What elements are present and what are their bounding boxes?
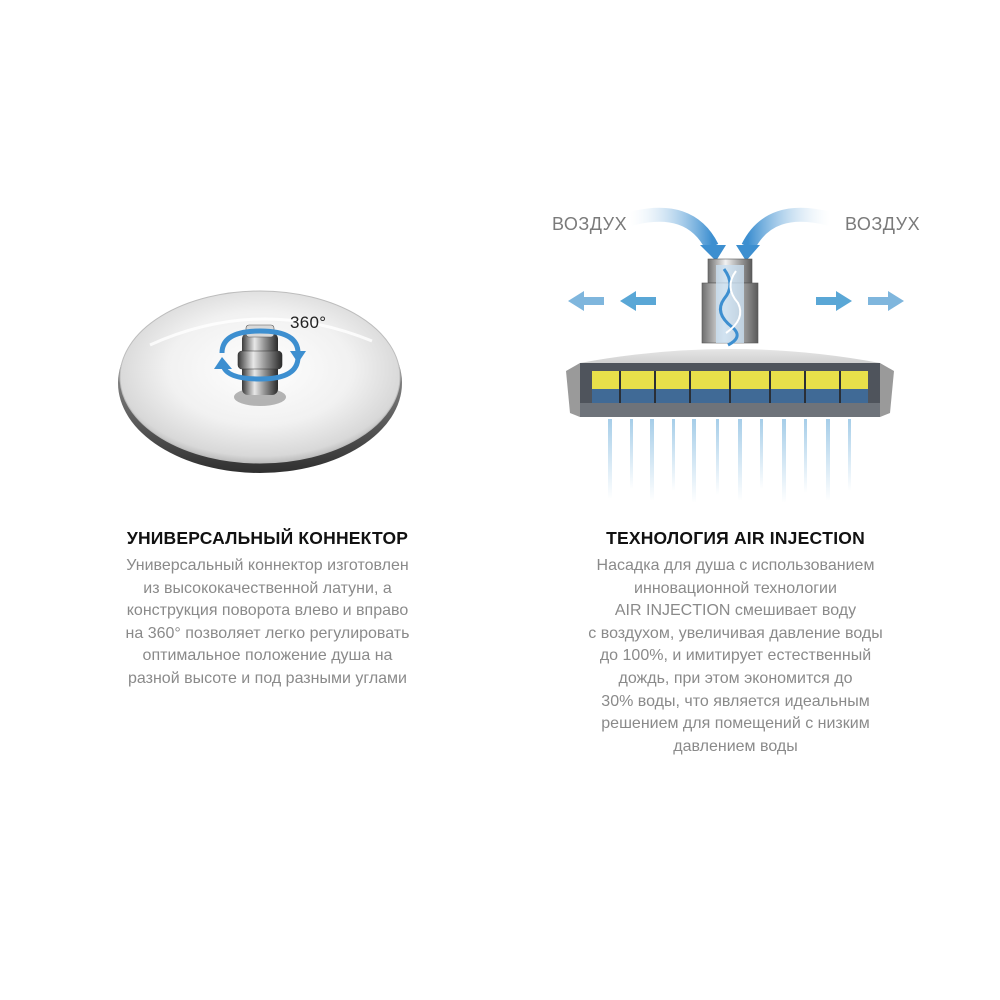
section-description <box>60 555 475 691</box>
section-heading: УНИВЕРСАЛЬНЫЙ КОННЕКТОР <box>126 528 409 548</box>
description-line: дождь, при этом экономится до <box>618 669 853 687</box>
description-line: решением для помещений с низким <box>601 715 870 733</box>
description-line: до 100%, и имитирует естественный <box>599 647 872 665</box>
rotation-360-label: 360° <box>290 313 327 332</box>
description-line: Универсальный коннектор изготовлен <box>126 557 409 574</box>
description-line: конструкция поворота влево и вправо <box>126 602 409 620</box>
shower-head-top-view-image <box>110 275 410 480</box>
description-line: на 360° позволяет легко регулировать <box>125 624 410 642</box>
description-line: инновационной технологии <box>634 579 837 597</box>
section-heading: ТЕХНОЛОГИЯ AIR INJECTION <box>606 528 865 548</box>
air-label-right: ВОЗДУХ <box>845 214 921 234</box>
air-in-arrow-icon <box>630 215 830 261</box>
description-line: разной высоте и под разными углами <box>128 669 407 687</box>
description-line: давлением воды <box>673 737 798 755</box>
description-line: с воздухом, увеличивая давление воды <box>588 624 883 642</box>
universal-connector-section <box>60 528 475 691</box>
description-line: AIR INJECTION смешивает воду <box>614 602 857 620</box>
air-injection-section <box>528 528 943 758</box>
description-line: Насадка для душа с использованием <box>596 557 875 574</box>
air-injection-cross-section-image <box>540 195 920 505</box>
description-line: оптимальное положение душа на <box>142 647 393 665</box>
air-label-left: ВОЗДУХ <box>552 214 628 234</box>
description-line: из высококачественной латуни, а <box>143 579 392 597</box>
section-description <box>528 555 943 758</box>
description-line: 30% воды, что является идеальным <box>601 692 870 710</box>
